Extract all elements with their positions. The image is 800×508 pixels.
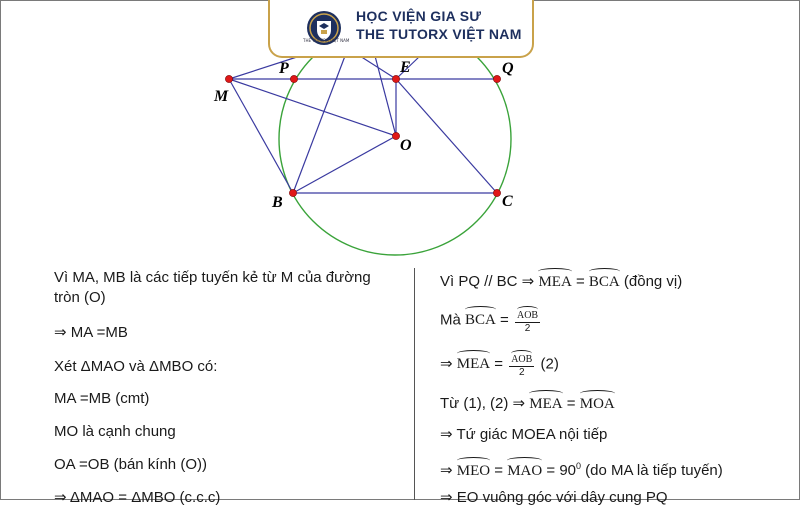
r6-suffix: (do MA là tiếp tuyến) <box>581 462 723 479</box>
segment-ec <box>396 79 497 193</box>
r3-eq: = <box>490 355 508 373</box>
r1-arc-1: MEA <box>538 268 571 292</box>
r4-eq: = <box>562 395 580 412</box>
r6-arc-2: MAO <box>507 457 542 481</box>
right-line-1 <box>440 268 682 292</box>
r6-eq2: = 90 <box>542 462 576 479</box>
r6-eq1: = <box>490 462 508 479</box>
r6-prefix: ⇒ <box>440 462 457 479</box>
label-e: E <box>400 59 411 76</box>
r4-arc-2: MOA <box>580 390 615 414</box>
right-line-3 <box>440 350 559 379</box>
segment-b-up <box>293 56 345 193</box>
label-m: M <box>214 88 229 105</box>
label-q: Q <box>502 60 514 77</box>
segment-mb <box>229 79 293 193</box>
segment-bo <box>293 136 396 193</box>
right-line-2 <box>440 306 542 335</box>
left-line-3: Xét ΔMAO và ΔMBO có: <box>54 358 218 375</box>
left-line-5: MO là cạnh chung <box>54 423 176 440</box>
r6-arc-1: MEO <box>457 457 490 481</box>
r4-arc-1: MEA <box>529 390 562 414</box>
point-q <box>493 75 500 82</box>
r3-arc-1: MEA <box>457 350 490 374</box>
r6-degree: 0 <box>576 461 582 471</box>
r2-eq: = <box>495 311 513 329</box>
point-p <box>290 75 297 82</box>
r3-suffix: (2) <box>536 355 559 373</box>
r3-fraction <box>509 350 534 379</box>
left-line-7: ⇒ ΔMAO = ΔMBO (c.c.c) <box>54 489 221 506</box>
r4-prefix: Từ (1), (2) ⇒ <box>440 395 530 412</box>
segment-ma <box>229 56 300 79</box>
r1-suffix: (đồng vị) <box>619 273 683 290</box>
right-line-5: ⇒ Tứ giác MOEA nội tiếp <box>440 426 608 443</box>
r2-fraction <box>515 306 540 335</box>
r3-frac-num: AOB <box>511 350 532 366</box>
logo-caption: THE TUTORX VIỆT NAM <box>303 38 350 43</box>
label-c: C <box>502 193 513 210</box>
r3-prefix: ⇒ <box>440 355 457 373</box>
r2-arc-1: BCA <box>465 306 496 330</box>
left-line-1: Vì MA, MB là các tiếp tuyến kẻ từ M của đường tròn (O) <box>54 269 371 306</box>
left-line-2: ⇒ MA =MB <box>54 324 128 341</box>
brand-name-line2: THE TUTORX VIỆT NAM <box>356 26 522 42</box>
right-line-7: ⇒ EO vuông góc với dây cung PQ <box>440 489 668 506</box>
label-p: P <box>279 60 289 77</box>
column-divider <box>414 268 415 500</box>
r2-prefix: Mà <box>440 311 466 329</box>
segment-mo <box>229 79 396 136</box>
r2-frac-den: 2 <box>524 323 531 334</box>
point-c <box>493 189 500 196</box>
point-e <box>392 75 399 82</box>
r3-frac-den: 2 <box>518 367 525 378</box>
segment-a-e <box>360 56 396 79</box>
point-o <box>392 132 399 139</box>
r1-arc-2: BCA <box>589 268 620 292</box>
left-line-6: OA =OB (bán kính (O)) <box>54 456 207 473</box>
brand-banner <box>268 0 534 58</box>
r1-prefix: Vì PQ // BC ⇒ <box>440 273 539 290</box>
right-line-6 <box>440 456 723 481</box>
label-o: O <box>400 137 412 154</box>
brand-name-line1: HỌC VIỆN GIA SƯ <box>356 8 482 24</box>
point-m <box>225 75 232 82</box>
right-line-4 <box>440 390 615 414</box>
point-b <box>289 189 296 196</box>
label-b: B <box>272 194 283 211</box>
left-line-4: MA =MB (cmt) <box>54 390 150 407</box>
r1-eq: = <box>571 273 589 290</box>
r2-frac-num: AOB <box>517 306 538 322</box>
